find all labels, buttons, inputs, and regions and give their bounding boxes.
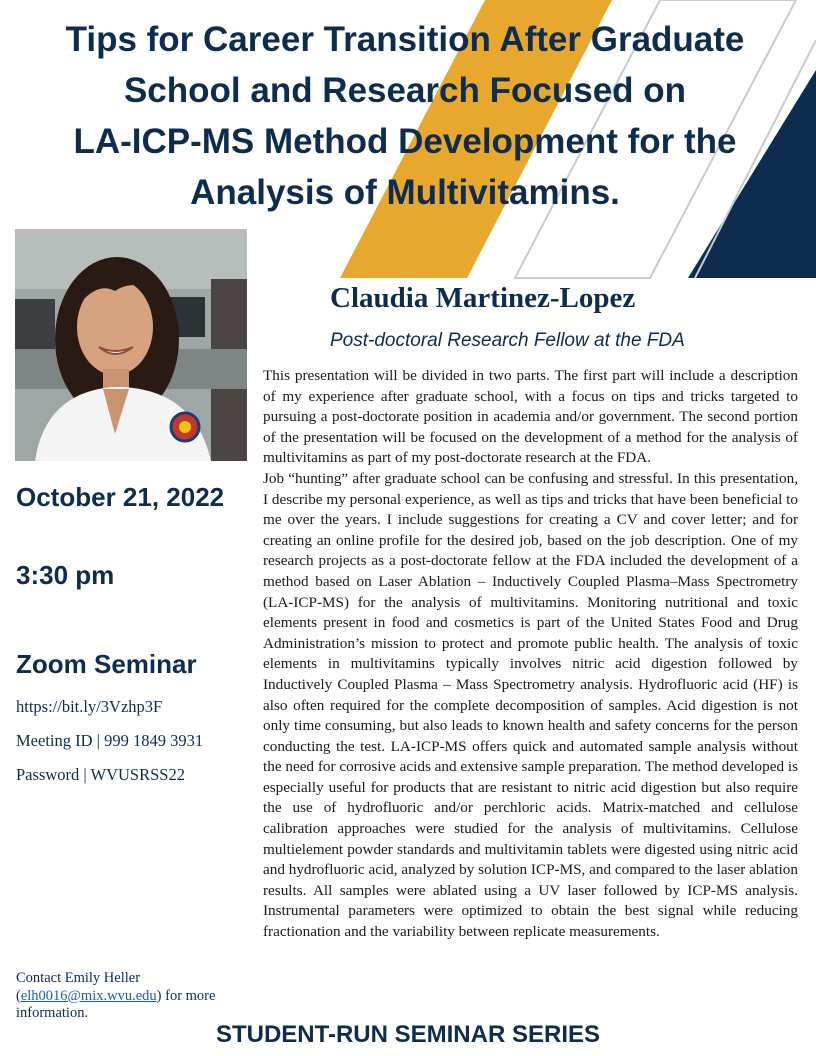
speaker-photo [15, 229, 247, 461]
abstract [263, 366, 798, 943]
speaker-role: Post-doctoral Research Fellow at the FDA [330, 330, 685, 351]
event-time: 3:30 pm [16, 560, 115, 590]
contact-suffix: for more information. [16, 987, 216, 1021]
title-line: School and Research Focused on [123, 71, 687, 110]
event-format: Zoom Seminar [16, 649, 197, 679]
zoom-link[interactable]: https://bit.ly/3Vzhp3F [16, 697, 163, 716]
title-line: Tips for Career Transition After Graduate [65, 20, 745, 59]
footer-series-title: STUDENT-RUN SEMINAR SERIES [215, 1021, 601, 1048]
contact-prefix: Contact Emily Heller [16, 970, 141, 986]
contact-email-link[interactable]: elh0016@mix.wvu.edu [20, 987, 157, 1004]
event-date: October 21, 2022 [16, 482, 225, 512]
abstract-paragraph: This presentation will be divided in two parts. The first part will include a description of my experience after graduate school, with a focus on tips and tricks targeted to pursuing a post-doctorate position in academia and/or government. The second portion of the presentation will be focused on the development of a method for the analysis of multivitamins as part of my post-doctorate research at the FDA. [263, 367, 798, 467]
title-line: Analysis of Multivitamins. [190, 173, 620, 212]
speaker-name: Claudia Martinez-Lopez [330, 282, 636, 314]
page-title [20, 14, 790, 218]
title-line: LA-ICP-MS Method Development for the [73, 122, 737, 161]
contact-info: Contact Emily Heller (elh0016@mix.wvu.edu) for more information. [16, 970, 216, 1021]
speaker-portrait-icon [15, 229, 247, 461]
abstract-paragraph: Job “hunting” after graduate school can be confusing and stressful. In this presentation, I describe my personal experience, as well as tips and tricks that have been beneficial to me over the years. I include suggestions for creating a CV and cover letter; and for creating an online profile for the desired job, based on the job description. One of my research projects as a post-doctorate fellow at the FDA included the development of a method based on Laser Ablation – Inductively Coupled Plasma–Mass Spectrometry (LA-ICP-MS) for the analysis of multivitamins. Monitoring nutritional and toxic elements present in food and cosmetics is part of the United States Food and Drug Administration’s mission to protect and promote public health. The analysis of toxic elements in multivitamins typically involves nitric acid digestion followed by Inductively Coupled Plasma – Mass Spectrometry analysis. Hydrofluoric acid (HF) is also often required for the complete decomposition of samples. Acid digestion is not only time consuming, but also leads to known health and safety concerns for the person conducting the test. LA-ICP-MS offers quick and automated sample analysis without the need for corrosive acids and extensive sample preparation. The method developed is especially useful for products that are resistant to nitric acid digestion but also require the use of hydrofluoric and/or perchloric acids. Matrix-matched and cellulose calibration approaches were studied for the analysis of multivitamins. Cellulose multielement powder standards and multivitamin tablets were digested using nitric acid and hydrofluoric acid, analyzed by solution ICP-MS, and compared to the laser ablation results. All samples were ablated using a UV laser followed by ICP-MS analysis. Instrumental parameters were optimized to obtain the best signal while reducing fractionation and the variability between replicate measurements. [263, 469, 798, 941]
meeting-password: Password | WVUSRSS22 [16, 765, 185, 784]
meeting-id: Meeting ID | 999 1849 3931 [16, 731, 204, 750]
